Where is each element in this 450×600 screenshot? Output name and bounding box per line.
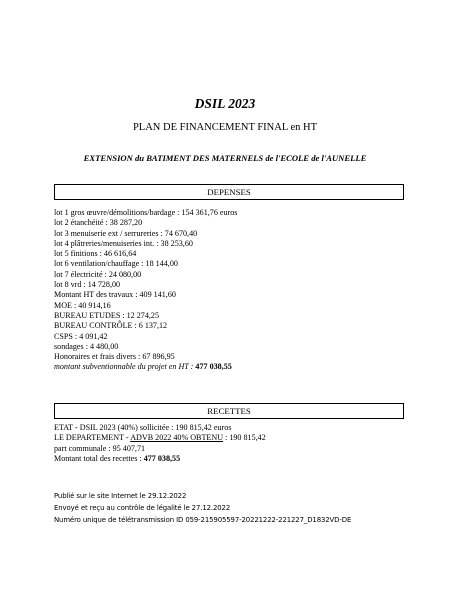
- project-name: EXTENSION du BATIMENT DES MATERNELS de l'ECOLE de l'AUNELLE: [83, 153, 367, 163]
- depense-line: sondages : 4 480,00: [54, 341, 119, 351]
- depense-line: MOE : 40 914,16: [54, 300, 111, 310]
- depenses-total-label: montant subventionnable du projet en HT :: [54, 362, 196, 372]
- depense-line: lot 1 gros œuvre/démolitions/bardage : 154 361,76 euros: [54, 208, 238, 217]
- departement-prefix: LE DEPARTEMENT -: [54, 433, 131, 443]
- depense-line: lot 5 finitions : 46 616,64: [54, 249, 137, 259]
- depenses-total-value: 477 038,55: [195, 362, 232, 372]
- recettes-total-label: Montant total des recettes :: [54, 453, 144, 463]
- depense-line: lot 7 électricité : 24 080,00: [54, 269, 142, 279]
- depense-line: lot 2 étanchéité : 38 287,20: [54, 218, 143, 228]
- recettes-total-line: [54, 454, 414, 464]
- received-line: Envoyé et reçu au contrôle de légalité le 27.12.2022: [54, 504, 231, 512]
- recettes-total-value: 477 038,55: [143, 453, 181, 463]
- recette-departement: [54, 433, 414, 443]
- depense-line: lot 6 ventilation/chauffage : 18 144,00: [54, 259, 178, 269]
- recette-etat: ETAT - DSIL 2023 (40%) sollicitée : 190 815,42 euros: [54, 423, 232, 432]
- depense-line: CSPS : 4 091,42: [54, 331, 108, 341]
- depense-line: Montant HT des travaux : 409 141,60: [54, 290, 176, 300]
- document-subtitle: PLAN DE FINANCEMENT FINAL en HT: [132, 122, 318, 133]
- depense-line: BUREAU CONTRÔLE : 6 137,12: [54, 321, 168, 331]
- depenses-list: [54, 208, 414, 373]
- recettes-list: [54, 423, 414, 464]
- document-title: DSIL 2023: [194, 96, 256, 111]
- legal-footer: [54, 490, 351, 526]
- recette-part-communale: part communale : 95 407,71: [54, 443, 146, 453]
- depense-line: Honoraires et frais divers : 67 896,95: [54, 352, 175, 362]
- recettes-header: RECETTES: [54, 403, 404, 419]
- departement-suffix: : 190 815,42: [223, 433, 266, 443]
- published-line: Publié sur le site Internet le 29.12.2022: [54, 492, 187, 500]
- depense-line: lot 4 plâtreries/menuiseries int. : 38 253,60: [54, 238, 193, 248]
- depense-line: lot 8 vrd : 14 728,00: [54, 280, 121, 290]
- depenses-header: DEPENSES: [54, 184, 404, 200]
- depense-line: lot 3 menuiserie ext / serrureries : 74 670,40: [54, 228, 198, 238]
- depense-line: BUREAU ETUDES : 12 274,25: [54, 310, 159, 320]
- departement-advb: ADVB 2022 40% OBTENU: [130, 433, 224, 443]
- depenses-total-line: [54, 362, 414, 372]
- transmission-id-line: Numéro unique de télétransmission ID 059-215905597-20221222-221227_D1832VD-DE: [54, 516, 352, 524]
